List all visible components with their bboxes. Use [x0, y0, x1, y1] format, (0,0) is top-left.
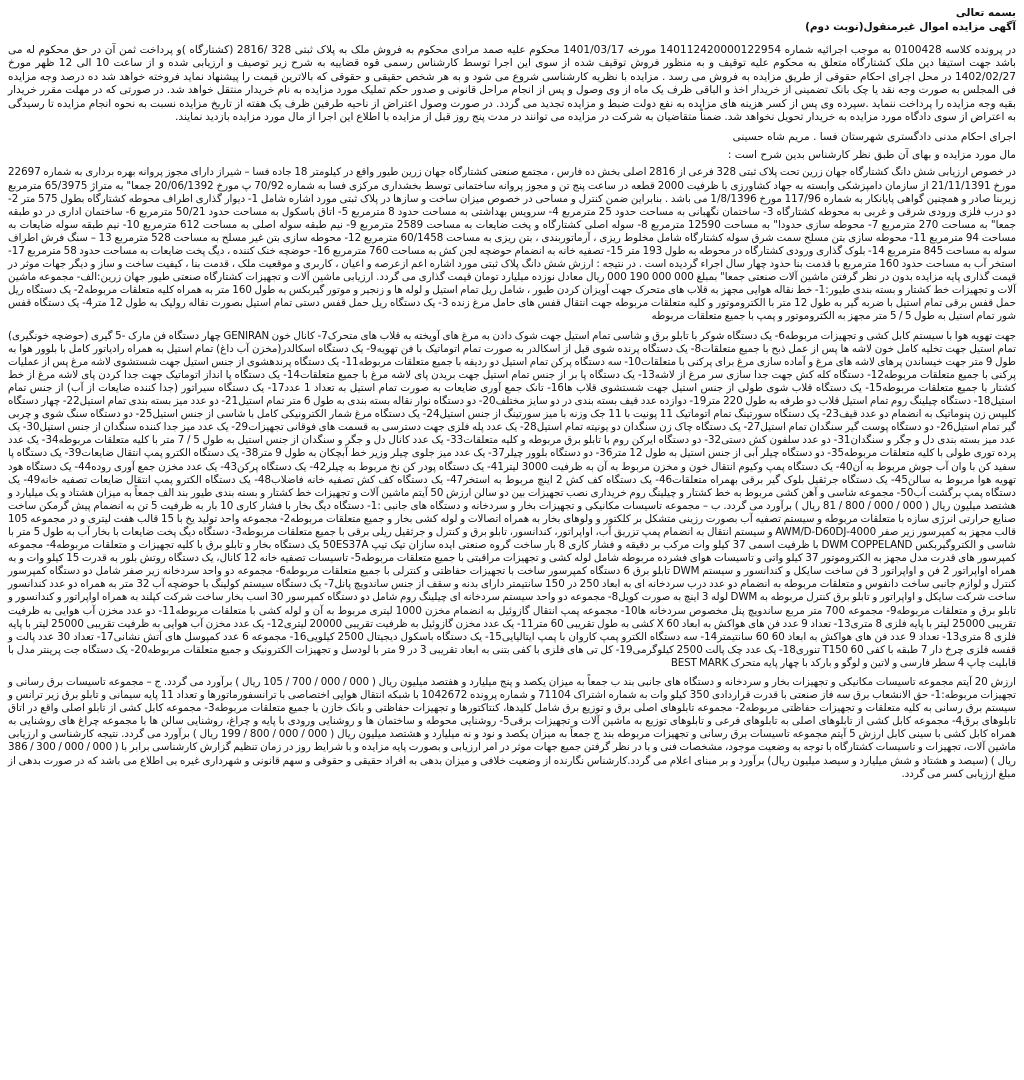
basmala-heading: بسمه تعالی — [955, 7, 1016, 19]
notice-title: آگهی مزایده اموال غیرمنقول(نوبت دوم) — [805, 21, 1016, 33]
intro-paragraph: در پرونده کلاسه 0100428 به موجب اجرائیه شماره 140112420000122954 مورخه 1401/03/17 محکوم علیه صمد مرادی محکوم به فروش ملک به پلاک ثبتی 328 /2816 (کشتارگاه )و پرداخت ثمن آن در حق محکوم له می باشد جهت استیفا دین ملک کشتارگاه متعلق به محکوم علیه توقیف و به منظور فروش توقیف شده از سوی این اجرا توسط کارشناس رسمی قوه قضاییه به شرح زیر توصیف و ارزیابی شده و از ساعت 10 الی 12 ظهر مورخ 1402/02/27 در محل اجرای احکام حقوقی از طریق مزایده به فروش می رسد . مزایده با نظریه کارشناسی شروع می شود و به هر شخص حقیقی و حقوقی که بالاترین قیمت را پیشنهاد نماید فروخته خواهد شد ده درصد وجه مزایده فی المجلس به صورت وجه نقد یا چک بانک تضمینی از خریدار اخذ و الباقی ظرف یک ماه از وی وصول و پس از انجام مراحل قانونی و صدور حکم تملیک مورد مزایده به نام خریدار منتقل خواهد شد. در صورتی که در مهلت مقرر خریدار بقیه وجه مزایده را پرداخت ننماید .سپرده وی پس از کسر هزینه های مزایده به نفع دولت ضبط و مزایده تجدید می گردد. در صورت وصول اعتراض از ناحیه طرفین ظرف یک هفته از تاریخ مزایده نسبت به نحوه انجام مزایده تا رسیدگی به اعتراض از سوی دادگاه مورد مزایده به خریدار تحویل نخواهد شد. ضمناً متقاضیان به شرکت در مزایده می توانند در مدت پنج روز قبل از مزایده با اطلاع این اجرا از مال مورد مزایده بازدید نمایند. — [8, 44, 1017, 124]
officials-line: اجرای احکام مدنی دادگستری شهرستان فسا . مریم شاه حسینی — [732, 131, 1016, 144]
equipment-list-paragraph: جهت تهویه هوا با سیستم کابل کشی و تجهیزات مربوطه6- یک دستگاه شوکر با تابلو برق و شاسی تمام استیل جهت شوک دادن به مرغ های آویخته به قلاب های متحرک7- کانال خون GENIRAN چهار دستگاه فن مارک -5 گیری (حوضچه خونگیری) تمام استیل جهت تخلیه کامل خون لاشه ها پس از عمل ذبح با جمیع متعلقات8- یک دستگاه پرنده شوی قبل از اسکالدر به صورت تمام اتوماتیک با فن تهویه9- یک دستگاه اسکالدر(مخزن آب داغ) تمام استیل به همراه رادیاتور کامل با بلوور هوا به طول 9 متر جهت خیساندن پرهای لاشه های مرغ و آماده سازی مرغ برای پرکنی با متعلقات10- سه دستگاه پرکن تمام استیل دو ردیفه با جمیع متعلقات مربوطه11- یک دستگاه پرندهشوی از جنس استیل جهت شستشوی لاشه مرغ پس از عملیات پرکنی با جمیع متعلقات مربوطه12- دستگاه کله کش جهت جدا سازی سر مرغ از لاشه13- یک دستگاه پا بر از جنس تمام استیل جهت بریدن پای لاشه مرغ با جمیع متعلقات14- یک دستگاه پا انداز اتوماتیک جهت جدا کردن پای لاشه مرغ از خط کشتار با جمیع متعلقات مربوطه15- یک دستگاه قلاب شوی طولی از جنس استیل جهت شستشوی قلاب ها16- تانک جمع آوری ضایعات به صورت تمام استیل به تعداد 1 عدد17- یک دستگاه سیراتور (جدا کننده ضایعات از آب) از جنس تمام استیل18- دستگاه چیلینگ روم تمام استیل قلاب دو طرفه به طول 220 متر19- دوازده عدد قیف بسته بندی در دو سایز مختلف20- دو دستگاه نوار نقاله بسته بندی به طول 6 متر تمام استیل21- دو عدد میز بسته بندی تمام استیل22- چهار دستگاه کلیپس زن پنوماتیک به انضمام دو عدد قیف23- یک دستگاه سورتینگ تمام اتوماتیک 11 پونیت با 11 جک وزنه با میز سورتینگ از جنس استیل24- یک دستگاه مرغ شمار الکترونیکی کامل با شاسی از جنس استیل25- دو دستگاه سنگ شوی و چربی گیر تمام استیل26- دو دستگاه پوست گیر سنگدان تمام استیل27- یک دستگاه چاک زن سنگدان دو یونیته تمام استیل28- یک عدد پله فلزی جهت دسترسی به قسمت های فوقانی تجهیزات29- یک عدد میز جدا کننده سنگدان از جنس استیل30- یک عدد میز بسته بندی دل و جگر و سنگدان31- دو عدد سلفون کش دستی32- دو دستگاه ایرکن روم با تابلو برق مربوطه و کلیه متعلقات33- یک عدد کانال دل و جگر و سنگدان از جنس استیل به طول 5 / 7 متر با کلیه متعلقات مربوطه34- یک عدد پرده توری طولی با کلیه متعلقات مربوطه35- دو دستگاه چیلر آبی از جنس استیل به طول 12 متر36- دو دستگاه بلوور چیلر37- یک عدد میز جلوی چیلر وزیر خط آبچکان به طول 9 متر38- یک دستگاه الکترو پمپ انتقال ضایعات39- یک دستگاه پا سفید کن با وان آب جوش مربوط به آن40- یک دستگاه پمپ وکیوم انتقال خون و مخزن مربوط به آن به ظرفیت 3000 لیتر41- یک دستگاه پودر کن نخ مربوط به چیلر42- یک دستگاه پرکن43- یک عدد مخزن جمع آوری روده44- یک دستگاه هود تهویه هوا مربوط به سالن45- یک دستگاه جرثقیل بلوک گیر برقی بهمراه متعلقات46- یک دستگاه کف کش 2 اینچ مربوط به استخر47- یک دستگاه کف کش تصفیه خانه فاضلاب48- یک دستگاه الکترو پمپ انتقال ضایعات تصفیه خانه49- یک دستگاه پمپ برگشت آب50- مجموعه شاسی و آهن کشی مربوط به خط کشتار و چیلینگ روم خریداری نصب تجهیزات بین دو سالن ارزش 50 آیتم ماشین آلات و تجهیزات خط کشتار و بسته بندی طیور بند الف جمعاً به میزان هشتاد و یک میلیارد و هشتصد میلیون ریال ( 000 / 000 / 800 / 81 ریال ) برآورد می گردد. ب – مجموعه تاسیسات مکانیکی و تجهیزات بخار و سردخانه و دستگاه های جانبی :1- دستگاه دیگ بخار با فشار کاری 10 بار به ظرفیت 5 تن به انضمام پیش گرمکن ساخت صنایع حرارتی انرژی سازه با متعلقات مربوطه و سیستم تصفیه آب بصورت رزینی متشکل بر کلکتور و ولوهای بخار به همراه اتصالات و لوله کشی بخار و جمیع متعلقات مربوطه2- مجموعه واحد تولید یخ با 15 قالب هفت لیتری و در مجموعه 105 قالب مجهز به کمپرسور زیر صفر 4000-AWM/D-D60DJ و سیستم انتقال به انضمام پمپ تزریق آب، اواپراتور، کندانسور، تابلو برق و کنترل و جرثقیل ریلی برقی با جمیع متعلقات مربوطه3- دستگاه دیگ پخت ضایعات با بخار آب به طول 5 متر با شاسی و الکتروگیربکس DWM COPPELAND با ظرفیت اسمی 37 کیلو وات مرکب بر دقیقه و فشار کاری 8 بار ساخت گروه صنعتی ایده سازان تیک تیپ 50ES37A یک دستگاه بخار و تابلو برق با کلیه تجهیزات و متعلقات مربوطه4- مجموعه کمپرسور های قدرت مدل مجهز به الکتروموتور 37 کیلو واتی و تاسیسات هوای فشرده مربوطه شامل لوله کشی و تجهیزات مراقبتی با جمیع متعلقات مربوطه5- تاسیسات تصفیه خانه 12 کانال، یک دستگاه روتش بلور به قدرت 15 کیلو وات و به همراه اواپراتور 2 فن و اواپراتور 3 فن ساخت سایکل و کندانسور و سیستم DWM تابلو برق 6 دستگاه کمپرسور ساخت با تجهیزات حفاظتی و کنترلی با جمیع متعلقات مربوطه6- مجموعه دو واحد سردخانه زیر صفر شامل دو دستگاه کمپرسور کنترل و لوازم جانبی ساخت دانفوس و متعلقات مربوطه به انضمام دو عدد درب سردخانه ای به ابعاد 250 در 150 سانتیمتر دارای بدنه و سقف از جنس ساندویچ پانل7- یک دستگاه سیستم کولینگ با حوضچه آب 32 متر به همراه دو عدد کندانسور ساخت شرکت سایکل و اواپراتور و تابلو برق کنترل مربوطه به DWM لوله 3 اینچ به صورت کویل8- مجموعه دو واحد سیستم سردخانه ای چیلینگ روم شامل دو دستگاه کمپرسور 30 اسب بخار ساخت شرکت کپلند به همراه اواپراتور و کندانسور و تابلو برق و متعلقات مربوطه9- مجموعه 700 متر مربع ساندویچ پنل مخصوص سردخانه ها10- مجموعه پمپ انتقال گازوئیل به انضمام مخزن 1000 لیتری مربوط به آن و لوله کشی با متعلقات مربوطه11- دو عدد مخزن آب هوایی به ظرفیت تقریبی 25000 لیتر با پایه فلزی 8 متری13- تعداد 9 عدد فن های هواکش به ابعاد 60 X کشی به طول تقریبی 60 متر11- یک عدد مخزن گازوئیل به ظرفیت تقریبی 20000 لیتری12- یک عدد مخزن آب هوایی به ظرفیت تقریبی 25000 لیتر با پایه فلزی 8 متری13- تعداد 9 عدد فن های هواکش به ابعاد 60 60 سانتیمتر14- سه دستگاه الکترو پمپ کاروان با پمپ ایتالیایی15- یک دستگاه باسکول دیجیتال 2500 کیلویی16- مجموعه 6 عدد کمپوسل های آتش نشانی17- تعداد 30 عدد پالت و قفسه فلزی چرخ دار 7 طبقه با کفی 60 T150 تنوری18- یک عدد چک پالت 2500 کیلوگرمی19- کل تی های فلزی با کفی بتنی به ابعاد تقریبی 3 در 9 متر با لودسل و تجهیزات الکترونیک و جمیع متعلقات مربوطه20- یک دستگاه جت پرینتر مدل با قابلیت چاپ 4 سطر فارسی و لاتین و لوگو و بارکد با چهار پایه متحرک BEST MARK — [8, 329, 1017, 669]
property-description-paragraph: در خصوص ارزیابی شش دانگ کشتارگاه جهان زرین تحت پلاک ثبتی 328 فرعی از 2816 اصلی بخش ده فارس ، مجتمع صنعتی کشتارگاه جهان زرین طیور واقع در کیلومتر 18 جاده فسا – شیراز دارای مجوز پروانه بهره برداری به شماره 22697 مورخ 21/11/1391 از سازمان دامپزشکی وابسته به جهاد کشاورزی با ظرفیت 2000 قطعه در ساعت پنج تن و مجوز پروانه ساختمانی توسط بخشداری مرکزی فسا به شماره 70/92 پ مورخ 20/06/1392 جمعا" به متراژ 65/3975 مترمربع زیربنا صادر و همچنین گواهی پایانکار به شماره 117/96 مورخ 1/8/1396 می باشد . بنابراین ضمن کنترل و مساحی در خصوص میزان ساخت و سازها در پلاک ثبتی مورد اشاره شامل 1- دیوار گذاری اطراف محوطه کشتارگاه بطول 575 متر 2- دو درب فلزی ورودی شرقی و غربی به محوطه کشتارگاه 3- ساختمان نگهبانی به مساحت حدود 25 مترمربع 4- سرویس بهداشتی به مساحت حدود 8 مترمربع 5- اتاق باسکول به مساحت حدود 50/21 مترمربع 6- ساختمان اداری در دو طبقه جمعا" به مساحت 270 مترمربع 7- محوطه سازی حدودا" به مساحت 12590 مترمربع 8- سوله اصلی کشتارگاه و پخت ضایعات به مساحت 2589 مترمربع 9- نیم طبقه سوله اصلی به مساحت 612 مترمربع 10- نیم طبقه سوله ضایعات به مساحت 94 مترمربع 11- محوطه سازی بتن مسلح سمت شرق سوله کشتارگاه شامل مخلوط ریزی ، آرماتوربندی ، بتن ریزی به مساحت 60/1458 مترمربع 12- محوطه سازی بتن غیر مسلح به مساحت 528 مترمربع 13 – سنگ فرش اطراف سوله به مساحت 845 مترمربع 14- بلوک گذاری ورودی کشتارگاه در محوطه به طول 193 متر 15- تصفیه خانه به انضمام حوضچه لجن کش به مساحت 760 مترمربع 16- حوضچه خنک کننده ، دیگ پخت ضایعات به مساحت حدود 58 مترمربع 17- استخر آب به مساحت حدود 160 مترمربع با قدمت بنا حدود چهار سال اجراء گردیده است . در نتیجه : ارزش شش دانگ پلاک ثبتی مورد اشاره اعم ازعرصه و اعیان ، کاربری و موقعیت ملک ، قدمت بنا ، کیفیت ساخت و ساز و دیگر جهات موثر در قیمت گذاری پایه مزایده بدون در نظر گرفتن ماشین آلات صنعتی جمعا" بمبلغ 000 000 190 000 ریال معادل نوزده میلیارد تومان قیمت گذاری می گردد. ارزیابی ماشین آلات و تجهیزات کشتارگاه صنعتی طیور جهان زرین:الف- مجموعه ماشین آلات و تجهیزات خط کشتار و بسته بندی طیور:1- خط نقاله هوایی مجهز به قلاب های متحرک جهت آویزان کردن طیور ، شامل ریل تمام استیل و لوله ها و زنجیر و موتور گیربکس به طول 160 متر به همراه کلیه متعلقات مربوطه2- یک دستگاه ریل حمل قفس برقی تمام استیل با ضربه گیر به طول 12 متر با الکتروموتور و کلیه متعلقات مربوطه جهت انتقال قفس های حامل مرغ زنده 3- یک دستگاه ریل حمل قفس دستی تمام استیل بصورت نقاله رولیک به طول 12 متر4- یک دستگاه قفس شور تمام استیل به طول 5 / 5 متر مجهز به الکتروموتور و پمپ با جمیع متعلقات مربوطه — [8, 166, 1017, 323]
property-intro-line: مال مورد مزایده و بهای آن طبق نظر کارشناس بدین شرح است : — [727, 149, 1016, 162]
valuation-summary-paragraph: ارزش 20 آیتم مجموعه تاسیسات مکانیکی و تجهیزات بخار و سردخانه و دستگاه های جانبی بند ب جمعاً به میزان یکصد و پنج میلیارد و هفتصد میلیون ریال ( 000 / 000 / 700 / 105 ریال ) برآورد می گردد. ج – مجموعه تاسیسات برق رسانی و تجهیزات مربوطه:1- حق الانشعاب برق سه فاز صنعتی با قدرت قراردادی 350 کیلو وات به شماره اشتراک 71104 و شماره پرونده 1042672 با شبکه انتقال هوایی اختصاصی با ترانسفورماتورها و تعداد 11 پایه سیمانی و تابلو برق زیر ترانس و سیستم برق رسانی به کلیه متعلقات و تجهیزات حفاظتی مربوطه2- مجموعه تابلوهای اصلی برق و توزیع برق شامل کلیدها، کنتاکتورها و تجهیزات حفاظتی و بانک خازن با جمیع متعلقات مربوطه3- مجموعه کابل کشی از تابلو اصلی واقع در اتاق تابلوهای برق4- مجموعه کابل کشی از تابلوهای اصلی به تابلوهای فرعی و تابلوهای توزیع به ماشین آلات و تجهیزات برقی5- روشنایی محوطه و ساختمان ها و روشنایی ورودی با پایه و چراغ، روشنایی سالن ها با مجموعه چراغ های روشنایی به همراه کابل کشی با سینی کابل ارزش 5 آیتم مجموعه تاسیسات برق رسانی و تجهیزات مربوطه بند ج جمعاً به میزان یکصد و نود و نه میلیارد و هشتصد میلیون ریال ( 000 / 000 / 800 / 199 ریال ) برآورد می گردد. نتیجه کارشناسی و ارزیابی ماشین آلات، تجهیزات و تاسیسات کشتارگاه با توجه به وضعیت موجود، مشخصات فنی و با در نظر گرفتن جمیع جهات موثر در امر ارزیابی و بصورت پایه مزایده و با شرایط روز در زمان تنظیم گزارش کارشناسی برابر با ( 000 / 000 / 300 / 386 ریال ) (سیصد و هشتاد و شش میلیارد و سیصد میلیون ریال) برآورد و بر مبنای اعلام می گردد.کارشناس نگارنده از وضعیت خلافی و میزان بدهی به افراد حقیقی و حقوقی و سهم قانونی و شهرداری غیره بی اطلاع می باشد که در صورت بدهی از مبلغ ارزیابی کسر می گردد. — [8, 676, 1017, 780]
